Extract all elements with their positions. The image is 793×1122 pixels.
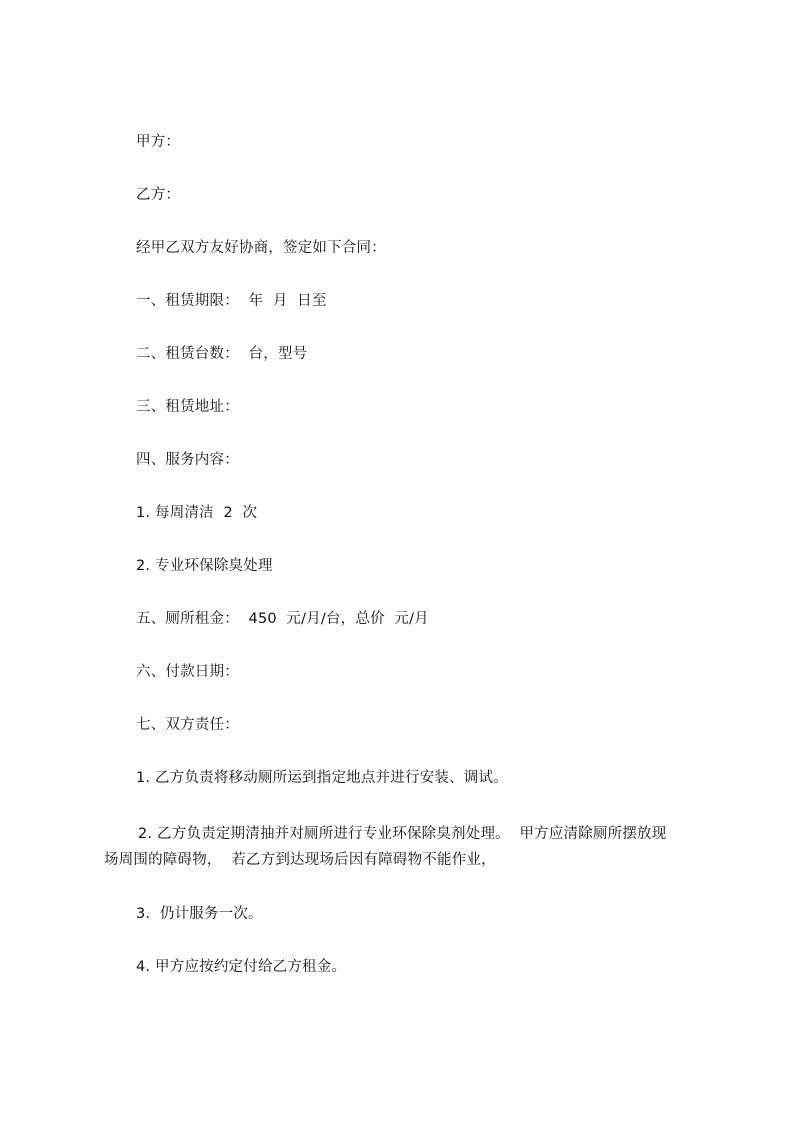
rent-line: 五、厕所租金： 450 元/月/台，总价 元/月	[136, 611, 429, 627]
responsibility-item-1: 1. 乙方负责将移动厕所运到指定地点并进行安装、调试。	[136, 770, 508, 786]
service-item-2: 2. 专业环保除臭处理	[136, 558, 273, 574]
responsibility-item-3: 3. 仍计服务一次。	[136, 906, 263, 922]
intro-line: 经甲乙双方友好协商，签定如下合同：	[136, 240, 386, 256]
responsibilities-heading: 七、双方责任：	[136, 717, 239, 733]
lease-quantity-line: 二、租赁台数： 台，型号	[136, 346, 308, 362]
responsibility-item-2-line-2: 场周围的障碍物， 若乙方到达现场后因有障碍物不能作业，	[104, 852, 496, 868]
lease-address-line: 三、租赁地址：	[136, 399, 239, 415]
payment-date-line: 六、付款日期：	[136, 664, 239, 680]
party-b-line: 乙方：	[136, 187, 181, 203]
responsibility-item-4: 4. 甲方应按约定付给乙方租金。	[136, 959, 347, 975]
responsibility-item-2	[104, 821, 704, 873]
lease-term-line: 一、租赁期限： 年 月 日至	[136, 293, 327, 309]
service-item-1: 1. 每周清洁 2 次	[136, 505, 258, 521]
responsibility-item-2-line-1: 2. 乙方负责定期清抽并对厕所进行专业环保除臭剂处理。 甲方应清除厕所摆放现	[138, 826, 667, 842]
service-content-heading: 四、服务内容：	[136, 452, 239, 468]
party-a-line: 甲方：	[136, 134, 181, 150]
